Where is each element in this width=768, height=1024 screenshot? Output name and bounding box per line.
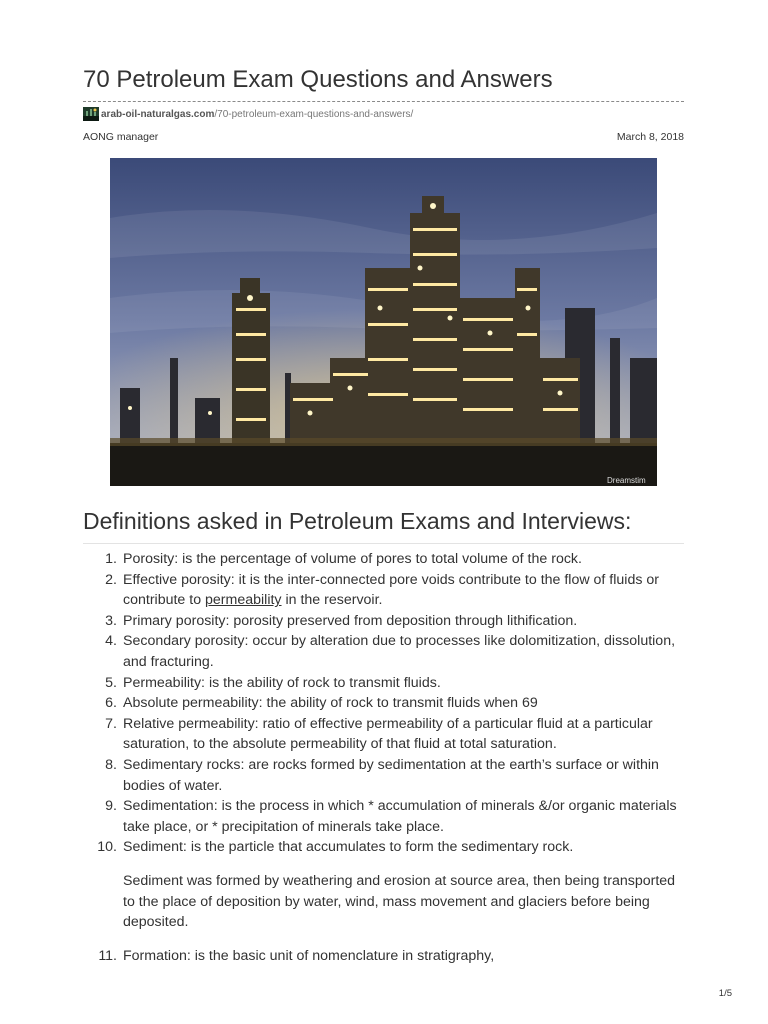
- list-item: [83, 549, 684, 570]
- definition-text: Secondary porosity: occur by alteration due to processes like dolomitization, dissolution, and fracturing.: [123, 633, 676, 670]
- meta-row: [83, 131, 684, 143]
- list-number: 4.: [105, 633, 117, 650]
- publish-date: March 8, 2018: [616, 131, 684, 143]
- page-number: 1/5: [718, 988, 732, 999]
- definitions-list: [83, 549, 684, 966]
- list-number: 9.: [105, 798, 117, 815]
- list-number: 5.: [105, 674, 117, 691]
- list-item: [83, 837, 684, 932]
- list-number: 7.: [105, 715, 117, 732]
- list-number: 10.: [97, 839, 117, 856]
- source-path-link[interactable]: /70-petroleum-exam-questions-and-answers/: [214, 108, 414, 120]
- list-item: [83, 693, 684, 714]
- source-line: [83, 107, 413, 121]
- list-number: 11.: [98, 947, 117, 964]
- definition-text: Permeability: is the ability of rock to transmit fluids.: [123, 674, 441, 691]
- list-item: [83, 611, 684, 632]
- source-domain-link[interactable]: arab-oil-naturalgas.com: [101, 108, 215, 120]
- definition-text: Formation: is the basic unit of nomenclature in stratigraphy,: [123, 947, 495, 964]
- refinery-photo: [110, 158, 657, 486]
- watermark-text: Dreamstim: [607, 476, 646, 485]
- definition-text: Sedimentation: is the process in which * accumulation of minerals &/or organic materials take place, or * precipitation of minerals take place.: [123, 798, 677, 835]
- list-number: 3.: [105, 612, 117, 629]
- list-number: 1.: [105, 551, 117, 567]
- list-item: [83, 946, 684, 967]
- definition-text: in the reservoir.: [281, 592, 383, 609]
- page-title: 70 Petroleum Exam Questions and Answers: [83, 66, 553, 93]
- definition-text: Porosity: is the percentage of volume of pores to total volume of the rock.: [123, 551, 582, 567]
- section-heading: Definitions asked in Petroleum Exams and Interviews:: [83, 508, 632, 534]
- author: AONG manager: [83, 131, 159, 143]
- list-item: [83, 755, 684, 796]
- list-number: 2.: [105, 571, 117, 588]
- definition-text: Absolute permeability: the ability of rock to transmit fluids when 69: [123, 695, 538, 712]
- list-item: [83, 631, 684, 672]
- definition-text: Sedimentary rocks: are rocks formed by sedimentation at the earth’s surface or within bodies of water.: [123, 756, 659, 794]
- list-item: [83, 570, 684, 611]
- list-number: 6.: [105, 695, 117, 712]
- list-number: 8.: [105, 756, 117, 773]
- definition-text: Primary porosity: porosity preserved from deposition through lithification.: [123, 612, 578, 629]
- list-item: [83, 714, 684, 755]
- permeability-link[interactable]: permeability: [205, 592, 282, 609]
- list-item: [83, 796, 684, 837]
- title-divider: [83, 101, 684, 102]
- definition-text: Relative permeability: ratio of effective permeability of a particular fluid at a particular saturation, to the absolute permeability of that fluid at total saturation.: [123, 715, 653, 753]
- definition-text: Sediment: is the particle that accumulates to form the sedimentary rock.: [123, 839, 574, 856]
- definition-text: Effective porosity: it is the inter-connected pore voids contribute to the flow of fluids or contribute to: [123, 571, 659, 609]
- sediment-paragraph: Sediment was formed by weathering and erosion at source area, then being transported to the place of deposition by water, wind, mass movement and glaciers before being deposited.: [123, 872, 676, 931]
- site-favicon-icon: [83, 107, 99, 121]
- heading-divider: [83, 543, 684, 544]
- list-item: [83, 673, 684, 694]
